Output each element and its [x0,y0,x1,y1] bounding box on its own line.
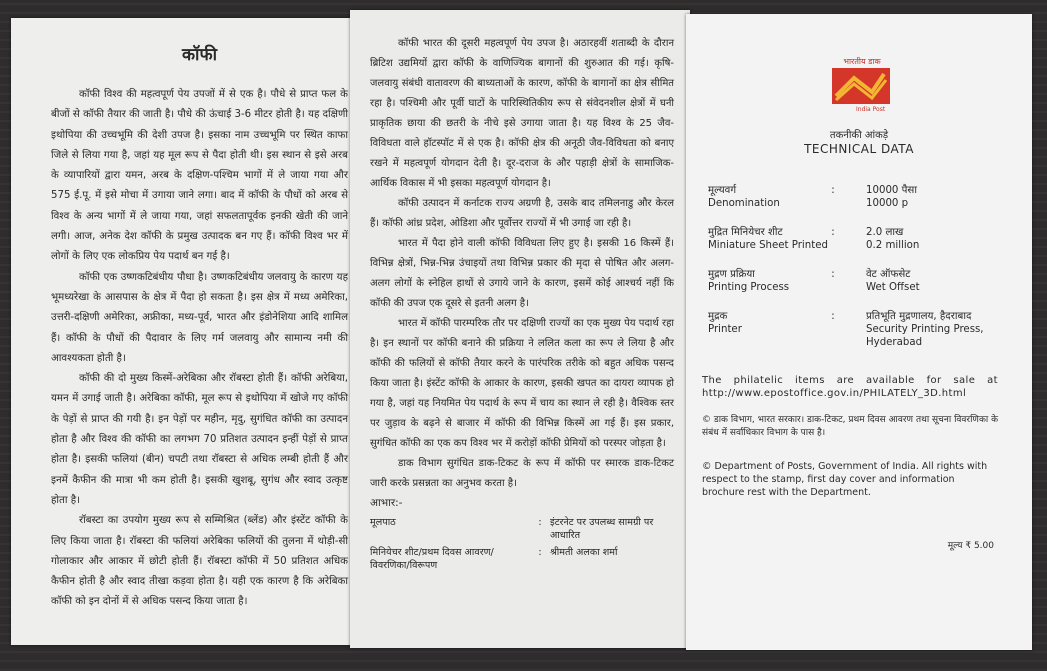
spec-label-hindi: मुद्रक [708,311,728,322]
paragraph: भारत में कॉफी पारम्परिक तौर पर दक्षिणी राज्यों का एक मुख्य पेय पदार्थ रहा है। इन स्थानों पर कॉफी बनाने की प्रक्रिया ने ललित कला का रूप ले लिया है और कॉफी की फलियों से कॉफी तैयार करने के पारंपरिक तरीके को बहुत अधिक पसन्द किया जाता है। इंस्टेंट कॉफी के आकार के कारण, इसकी खपत का दायरा व्यापक हो गया है, जहां यह नियमित पेय पदार्थ के रूप में चाय का स्थान ले रही है। वैश्विक स्तर पर जुड़ाव के बढ़ने से बाजार में कॉफी की विभिन्न किस्में आ गई हैं। इस प्रकार, सुगंधित कॉफी का एक कप विश्व भर में करोड़ों कॉफी प्रेमियों को परस्पर जोड़ता है। [370,318,674,449]
left-brochure-panel [11,18,356,645]
spec-value: Security Printing Press, Hyderabad [866,324,984,348]
spec-label-hindi: मूल्यवर्ग [708,185,737,196]
right-brochure-panel [686,14,1032,650]
ack-value: श्रीमती अलका शर्मा [550,547,618,558]
logo-red-box [832,68,890,104]
availability-note: The philatelic items are available for sale at http://www.epostoffice.gov.in/PHILATELY_3D.html [702,375,998,399]
spec-label: Denomination [708,198,780,209]
spec-colon: : [831,185,835,196]
ack-colon: : [538,517,542,528]
spec-value-hindi: प्रतिभूति मुद्रणालय, हैदराबाद [866,311,972,322]
spec-colon: : [831,269,835,280]
paragraph: भारत में पैदा होने वाली कॉफी विविधता लिए हुए है। इसकी 16 किस्में हैं। विभिन्न क्षेत्रों, भिन्न-भिन्न उंचाइयों तथा विभिन्न प्रकार की मृदा से पोषित और अलग-अलग लोगों के स्नेहिल हाथों से उगाये जाने के कारण, इसमें कोई आश्चर्य नहीं कि कॉफी की उपज एक दूसरे से इतनी अलग है। [370,238,674,309]
spec-label: Miniature Sheet Printed [708,240,828,251]
spec-miniature-sheet [708,226,1002,252]
spec-label: Printer [708,324,742,335]
copyright-hindi: © डाक विभाग, भारत सरकार। डाक-टिकट, प्रथम दिवस आवरण तथा सूचना विवरणिका के संबंध में सर्वाधिकार विभाग के पास है। [702,415,998,438]
envelope-icon [832,68,890,104]
spec-value-hindi: 2.0 लाख [866,227,904,238]
paragraph: कॉफी विश्व की महत्वपूर्ण पेय उपजों में से एक है। पौधे से प्राप्त फल के बीजों से कॉफी तैयार की जाती है। पौधे की ऊंचाई 3-6 मीटर होती है। यह दक्षिणी इथोपिया की उच्चभूमि की देशी उपज है। इसका नाम उच्चभूमि पर स्थित काफा जिले से लिया गया है, जहां यह मूल रूप से पैदा होती थी। इस स्थान से इसे अरब के व्यापारियों द्वारा यमन, अरब के दक्षिण-पश्चिम भागों में ले जाया गया और 575 ई.पू. में इसे मोचा में उगाया जाने लगा। बाद में कॉफी के पौधों को अरब से विश्व के अन्य भागों में ले जाया गया, जहां सफलतापूर्वक इनकी खेती की जाने लगी। आज, अनेक देश कॉफी के प्रमुख उत्पादक बन गए हैं। कॉफी विश्व भर में लोगों के लिए एक लोकप्रिय पेय पदार्थ बन गई है। [51,89,348,263]
ack-value: इंटरनेट पर उपलब्ध सामग्री पर आधारित [550,517,654,541]
spec-printing-process [708,268,1002,294]
paragraph: डाक विभाग सुगंधित डाक-टिकट के रूप में कॉफी पर स्मारक डाक-टिकट जारी करके प्रसन्नता का अनुभव करता है। [370,458,674,489]
acknowledgement-heading: आभार:- [370,497,403,509]
spec-label: Printing Process [708,282,790,293]
spec-value: 0.2 million [866,240,920,251]
ack-key: मिनियेचर शीट/प्रथम दिवस आवरण/ विवरणिका/विरूपण [370,547,494,571]
spec-value-hindi: वेट ऑफसेट [866,269,911,280]
acknowledgement-row [370,546,674,572]
spec-denomination [708,184,1002,210]
spec-label-hindi: मुद्रित मिनियेचर शीट [708,227,783,238]
logo-english-text: India Post [856,106,886,113]
middle-brochure-panel [350,10,690,648]
paragraph: कॉफी उत्पादन में कर्नाटक राज्य अग्रणी है, उसके बाद तमिलनाडु और केरल हैं। कॉफी आंध्र प्रदेश, ओडिशा और पूर्वोत्तर राज्यों में भी उगाई जा रही है। [370,198,674,229]
middle-text-column [370,34,674,572]
acknowledgement-row [370,516,674,542]
spec-label-hindi: मुद्रण प्रक्रिया [708,269,755,280]
spec-colon: : [831,311,835,322]
spec-colon: : [831,227,835,238]
ack-colon: : [538,547,542,558]
copyright-notice: © Department of Posts, Government of India. All rights with respect to the stamp, first day cover and information brochure rest with the Department. [702,461,988,498]
technical-data-title-hindi: तकनीकी आंकड़े [829,130,889,141]
price-label: मूल्य ₹ 5.00 [947,541,994,551]
spec-value: Wet Offset [866,282,920,293]
paragraph: कॉफी भारत की दूसरी महत्वपूर्ण पेय उपज है। अठारहवीं शताब्दी के दौरान ब्रिटिश उद्यमियों द्वारा कॉफी के वाणिज्यिक बागानों की शुरुआत की गई। कृषि-जलवायु संबंधी वातावरण की बाध्यताओं के कारण, कॉफी के बागानों का क्षेत्र सीमित रहा है। पश्चिमी और पूर्वी घाटों के पारिस्थितिकीय रूप से संवेदनशील क्षेत्रों में घनी प्राकृतिक छाया की छतरी के नीचे इसे उगाया जाता है। यह विश्व के 25 जैव-विविधता वाले हॉटस्पॉट में से एक है। कॉफी क्षेत्र की अनूठी जैव-विविधता को बनाए रखने में महत्वपूर्ण योगदान देती है। दूर-दराज के और पहाड़ी क्षेत्रों के सामाजिक-आर्थिक विकास में भी इसका महत्वपूर्ण योगदान है। [370,38,674,189]
india-post-logo [826,56,898,116]
spec-printer [708,310,1002,349]
paragraph: रॉबस्टा का उपयोग मुख्य रूप से सम्मिश्रित (ब्लेंड) और इंस्टेंट कॉफी के लिए किया जाता है। रॉबस्टा की फलियां अरेबिका फलियों की तुलना में थोड़ी-सी गोलाकार और आकार में छोटी होती हैं। रॉबस्टा कॉफी में 50 प्रतिशत अधिक कैफीन होती है और स्वाद तीखा कड़वा होता है। यही एक कारण है कि अरेबिका कॉफी को इन दोनों में से अधिक पसन्द किया जाता है। [51,515,348,608]
ack-key: मूलपाठ [370,517,396,528]
spec-value: 10000 p [866,198,909,209]
acknowledgement-section [370,494,674,572]
paragraph: कॉफी एक उष्णकटिबंधीय पौधा है। उष्णकटिबंधीय जलवायु के कारण यह भूमध्यरेखा के आसपास के क्षेत्र में पैदा हो सकता है। इस क्षेत्र में मध्य अमेरिका, उत्तरी-दक्षिणी अमेरिका, अफ्रीका, मध्य-पूर्व, भारत और इंडोनेशिया आदि शामिल हैं। कॉफी के पौधों की पैदावार के लिए गर्म जलवायु और सामान्य नमी की आवश्यकता होती है। [51,271,348,364]
left-text-column [51,38,348,613]
page-title: कॉफी [182,45,217,65]
technical-data-title: TECHNICAL DATA [804,142,914,156]
paragraph: कॉफी की दो मुख्य किस्में-अरेबिका और रॉबस्टा होती हैं। कॉफी अरेबिया, यमन में उगाई जाती है। अरेबिका कॉफी, मूल रूप से इथोपिया में खोजे गए कॉफी के पेड़ों से प्राप्त की गयी है। इन पेड़ों पर महीन, मृदु, सुगंधित कॉफी का उत्पादन होता है और विश्व की कॉफी का लगभग 70 प्रतिशत उत्पादन इन्हीं पेड़ों से प्राप्त होता है। इसकी फलियां (बीन) चपटी तथा रॉबस्टा से अधिक लम्बी होती हैं और इनमें कैफीन की मात्रा भी कम होती है। इसकी खुशबू, सुगंध और स्वाद उत्कृष्ट होता है। [51,373,348,506]
spec-value-hindi: 10000 पैसा [866,185,917,196]
logo-hindi-text: भारतीय डाक [843,57,881,66]
